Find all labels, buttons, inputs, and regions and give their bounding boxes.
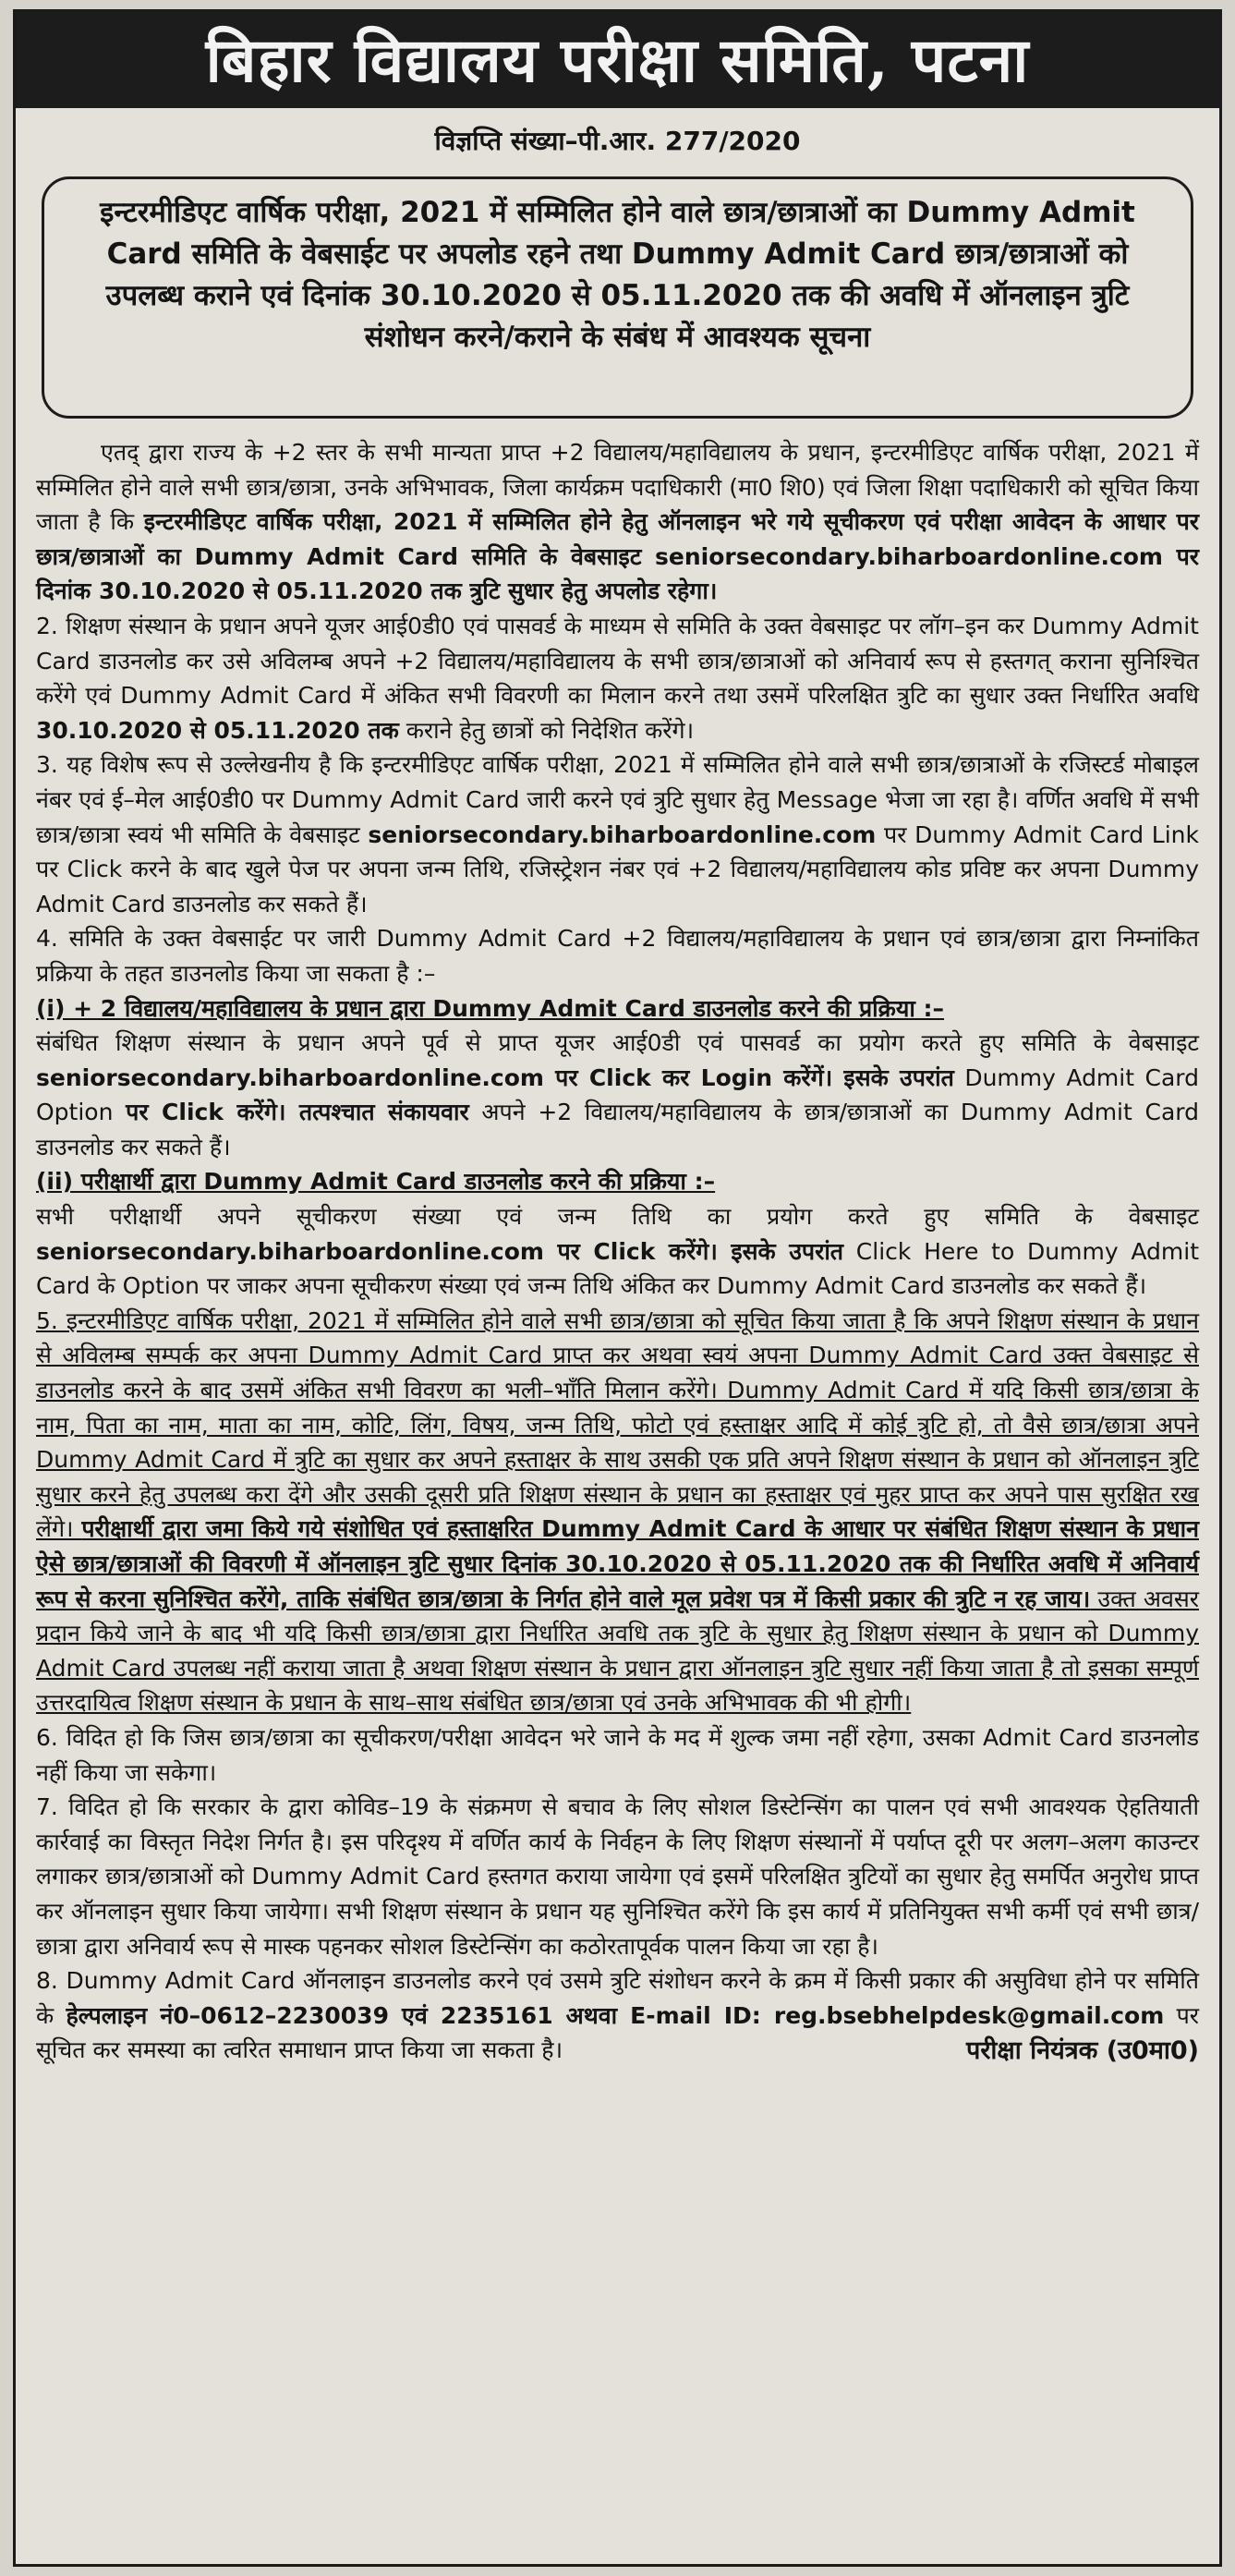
board-title: बिहार विद्यालय परीक्षा समिति, पटना (16, 12, 1219, 108)
paragraph-7: 7. विदित हो कि सरकार के द्वारा कोविड–19 के संक्रमण से बचाव के लिए सोशल डिस्टेन्सिंग का पालन एवं सभी आवश्यक ऐहतियाती कार्रवाई का विस्तृत निदेश निर्गत है। इस परिदृश्य में वर्णित कार्य के निर्वहन के लिए शिक्षण संस्थानों में पर्याप्त दूरी पर अलग–अलग काउन्टर लगाकर छात्र/छात्राओं को Dummy Admit Card हस्तगत कराया जायेगा एवं इसमें परिलक्षित त्रुटियों का सुधार हेतु समर्पित अनुरोध प्राप्त कर ऑनलाइन सुधार किया जायेगा। सभी शिक्षण संस्थान के प्रधान यह सुनिश्चित करेंगे कि इस कार्य में प्रतिनियुक्त सभी कर्मी एवं सभी छात्र/छात्रा द्वारा अनिवार्य रूप से मास्क पहनकर सोशल डिस्टेन्सिंग का कठोरतापूर्वक पालन किया जा रहा है। (36, 1793, 1199, 1960)
paragraph-6: 6. विदित हो कि जिस छात्र/छात्रा का सूचीकरण/परीक्षा आवेदन भरे जाने के मद में शुल्क जमा नहीं रहेगा, उसका Admit Card डाउनलोड नहीं किया जा सकेगा। (36, 1723, 1199, 1786)
paragraph-4: 4. समिति के उक्त वेबसाईट पर जारी Dummy Admit Card +2 विद्यालय/महाविद्यालय के प्रधान एवं छात्र/छात्रा द्वारा निम्नांकित प्रक्रिया के तहत डाउनलोड किया जा सकता है :– (36, 925, 1199, 987)
section-i-heading: (i) + 2 विद्यालय/महाविद्यालय के प्रधान द्वारा Dummy Admit Card डाउनलोड करने की प्रक्रिया :– (36, 994, 945, 1022)
paragraph-1-emphasis: इन्टरमीडिएट वार्षिक परीक्षा, 2021 में सम्मिलित होने हेतु ऑनलाइन भरे गये सूचीकरण एवं परीक्षा आवेदन के आधार पर छात्र/छात्राओं का Dummy Admit Card समिति के वेबसाइट seniorsecondary.biharboardonline.com पर दिनांक 30.10.2020 से 05.11.2020 तक त्रुटि सुधार हेतु अपलोड रहेगा। (36, 508, 1200, 605)
paragraph-8: 8. Dummy Admit Card ऑनलाइन डाउनलोड करने एवं उसमे त्रुटि संशोधन करने के क्रम में किसी प्रकार की असुविधा होने पर समिति के हेल्पलाइन नं0–0612–2230039 एवं 2235161 अथवा E-mail ID: reg.bsebhelpdesk@gmail.com पर सूचित कर समस्या का त्वरित समाधान प्राप्त किया जा सकता है। (36, 1967, 1200, 2064)
paragraph-3: 3. यह विशेष रूप से उल्लेखनीय है कि इन्टरमीडिएट वार्षिक परीक्षा, 2021 में सम्मिलित होने वाले सभी छात्र/छात्राओं के रजिस्टर्ड मोबाइल नंबर एवं ई–मेल आई0डी0 पर Dummy Admit Card जारी करने एवं त्रुटि सुधार हेतु Message भेजा जा रहा है। वर्णित अवधि में सभी छात्र/छात्रा स्वयं भी समिति के वेबसाइट seniorsecondary.biharboardonline.com पर Dummy Admit Card Link पर Click करने के बाद खुले पेज पर अपना जन्म तिथि, रजिस्ट्रेशन नंबर एवं +2 विद्यालय/महाविद्यालय कोड प्रविष्ट कर अपना Dummy Admit Card डाउनलोड कर सकते हैं। (36, 751, 1199, 917)
notice-sheet (13, 9, 1222, 2567)
signature: परीक्षा नियंत्रक (उ0मा0) (966, 2035, 1199, 2065)
subject-box: इन्टरमीडिएट वार्षिक परीक्षा, 2021 में सम्मिलित होने वाले छात्र/छात्राओं का Dummy Admit Card समिति के वेबसाईट पर अपलोड रहने तथा Dummy Admit Card छात्र/छात्राओं को उपलब्ध कराने एवं दिनांक 30.10.2020 से 05.11.2020 तक की अवधि में ऑनलाइन त्रुटि संशोधन करने/कराने के संबंध में आवश्यक सूचना (42, 176, 1193, 419)
notice-body (16, 435, 1219, 2069)
paragraph-2: 2. शिक्षण संस्थान के प्रधान अपने यूजर आई0डी0 एवं पासवर्ड के माध्यम से समिति के उक्त वेबसाइट पर लॉग–इन कर Dummy Admit Card डाउनलोड कर उसे अविलम्ब अपने +2 विद्यालय/महाविद्यालय के सभी छात्र/छात्राओं को अनिवार्य रूप से हस्तगत् कराना सुनिश्चित करेंगे एवं Dummy Admit Card में अंकित सभी विवरणी का मिलान करने तथा उसमें परिलक्षित त्रुटि का सुधार उक्त निर्धारित अवधि 30.10.2020 से 05.11.2020 तक कराने हेतु छात्रों को निदेशित करेंगे। (36, 612, 1199, 744)
paragraph-2-dates: 30.10.2020 से 05.11.2020 तक (36, 716, 399, 744)
paragraph-1: एतद् द्वारा राज्य के +2 स्तर के सभी मान्यता प्राप्त +2 विद्यालय/महाविद्यालय के प्रधान, इन्टरमीडिएट वार्षिक परीक्षा, 2021 में सम्मिलित होने वाले सभी छात्र/छात्रा, उनके अभिभावक, जिला कार्यक्रम पदाधिकारी (मा0 शि0) एवं जिला शिक्षा पदाधिकारी को सूचित किया जाता है कि इन्टरमीडिएट वार्षिक परीक्षा, 2021 में सम्मिलित होने हेतु ऑनलाइन भरे गये सूचीकरण एवं परीक्षा आवेदन के आधार पर छात्र/छात्राओं का Dummy Admit Card समिति के वेबसाइट seniorsecondary.biharboardonline.com पर दिनांक 30.10.2020 से 05.11.2020 तक त्रुटि सुधार हेतु अपलोड रहेगा। (36, 439, 1200, 605)
section-i-text: संबंधित शिक्षण संस्थान के प्रधान अपने पूर्व से प्राप्त यूजर आई0डी एवं पासवर्ड का प्रयोग करते हुए समिति के वेबसाइट seniorsecondary.biharboardonline.com पर Click कर Login करेंगें। इसके उपरांत Dummy Admit Card Option पर Click करेंगे। तत्पश्चात संकायवार अपने +2 विद्यालय/महाविद्यालय के छात्र/छात्राओं का Dummy Admit Card डाउनलोड कर सकते हैं। (36, 1029, 1199, 1160)
helpline-info: हेल्पलाइन नं0–0612–2230039 एवं 2235161 अथवा E-mail ID: reg.bsebhelpdesk@gmail.com (66, 2001, 1165, 2029)
section-ii-text: सभी परीक्षार्थी अपने सूचीकरण संख्या एवं जन्म तिथि का प्रयोग करते हुए समिति के वेबसाइट seniorsecondary.biharboardonline.com पर Click करेंगे। इसके उपरांत Click Here to Dummy Admit Card के Option पर जाकर अपना सूचीकरण संख्या एवं जन्म तिथि अंकित कर Dummy Admit Card डाउनलोड कर सकते हैं। (36, 1203, 1199, 1300)
notice-number: विज्ञप्ति संख्या–पी.आर. 277/2020 (434, 126, 801, 156)
paragraph-5-emphasis: परीक्षार्थी द्वारा जमा किये गये संशोधित एवं हस्ताक्षरित Dummy Admit Card के आधार पर संबंधित शिक्षण संस्थान के प्रधान ऐसे छात्र/छात्राओं की विवरणी में ऑनलाइन त्रुटि सुधार दिनांक 30.10.2020 से 05.11.2020 तक की निर्धारित अवधि में अनिवार्य रूप से करना सुनिश्चित करेंगे, ताकि संबंधित छात्र/छात्रा के निर्गत होने वाले मूल प्रवेश पत्र में किसी प्रकार की त्रुटि न रह जाय। (36, 1515, 1199, 1612)
paragraph-3-website: seniorsecondary.biharboardonline.com (368, 820, 877, 848)
paragraph-5: 5. इन्टरमीडिएट वार्षिक परीक्षा, 2021 में सम्मिलित होने वाले सभी छात्र/छात्रा को सूचित किया जाता है कि अपने शिक्षण संस्थान के प्रधान से अविलम्ब सम्पर्क कर अपना Dummy Admit Card प्राप्त कर अथवा स्वयं अपना Dummy Admit Card उक्त वेबसाइट से डाउनलोड करने के बाद उसमें अंकित सभी विवरण का भली–भाँति मिलान करेंगे। Dummy Admit Card में यदि किसी छात्र/छात्रा के नाम, पिता का नाम, माता का नाम, कोटि, लिंग, विषय, जन्म तिथि, फोटो एवं हस्ताक्षर आदि में कोई त्रुटि हो, तो वैसे छात्र/छात्रा अपने Dummy Admit Card में त्रुटि का सुधार कर अपने हस्ताक्षर के साथ उसकी एक प्रति अपने शिक्षण संस्थान के प्रधान को ऑनलाइन त्रुटि सुधार करने हेतु उपलब्ध करा देंगे और उसकी दूसरी प्रति शिक्षण संस्थान के प्रधान का हस्ताक्षर एवं मुहर प्राप्त कर अपने पास सुरक्षित रख लेंगे। परीक्षार्थी द्वारा जमा किये गये संशोधित एवं हस्ताक्षरित Dummy Admit Card के आधार पर संबंधित शिक्षण संस्थान के प्रधान ऐसे छात्र/छात्राओं की विवरणी में ऑनलाइन त्रुटि सुधार दिनांक 30.10.2020 से 05.11.2020 तक की निर्धारित अवधि में अनिवार्य रूप से करना सुनिश्चित करेंगे, ताकि संबंधित छात्र/छात्रा के निर्गत होने वाले मूल प्रवेश पत्र में किसी प्रकार की त्रुटि न रह जाय। उक्त अवसर प्रदान किये जाने के बाद भी यदि किसी छात्र/छात्रा द्वारा निर्धारित अवधि तक त्रुटि के सुधार हेतु शिक्षण संस्थान के प्रधान को Dummy Admit Card उपलब्ध नहीं कराया जाता है अथवा शिक्षण संस्थान के प्रधान द्वारा ऑनलाइन त्रुटि सुधार नहीं किया जाता है तो इसका सम्पूर्ण उत्तरदायित्व शिक्षण संस्थान के प्रधान के साथ–साथ संबंधित छात्र/छात्रा एवं उनके अभिभावक की भी होगी। (36, 1306, 1199, 1717)
section-ii-heading: (ii) परीक्षार्थी द्वारा Dummy Admit Card डाउनलोड करने की प्रक्रिया :– (36, 1168, 716, 1196)
